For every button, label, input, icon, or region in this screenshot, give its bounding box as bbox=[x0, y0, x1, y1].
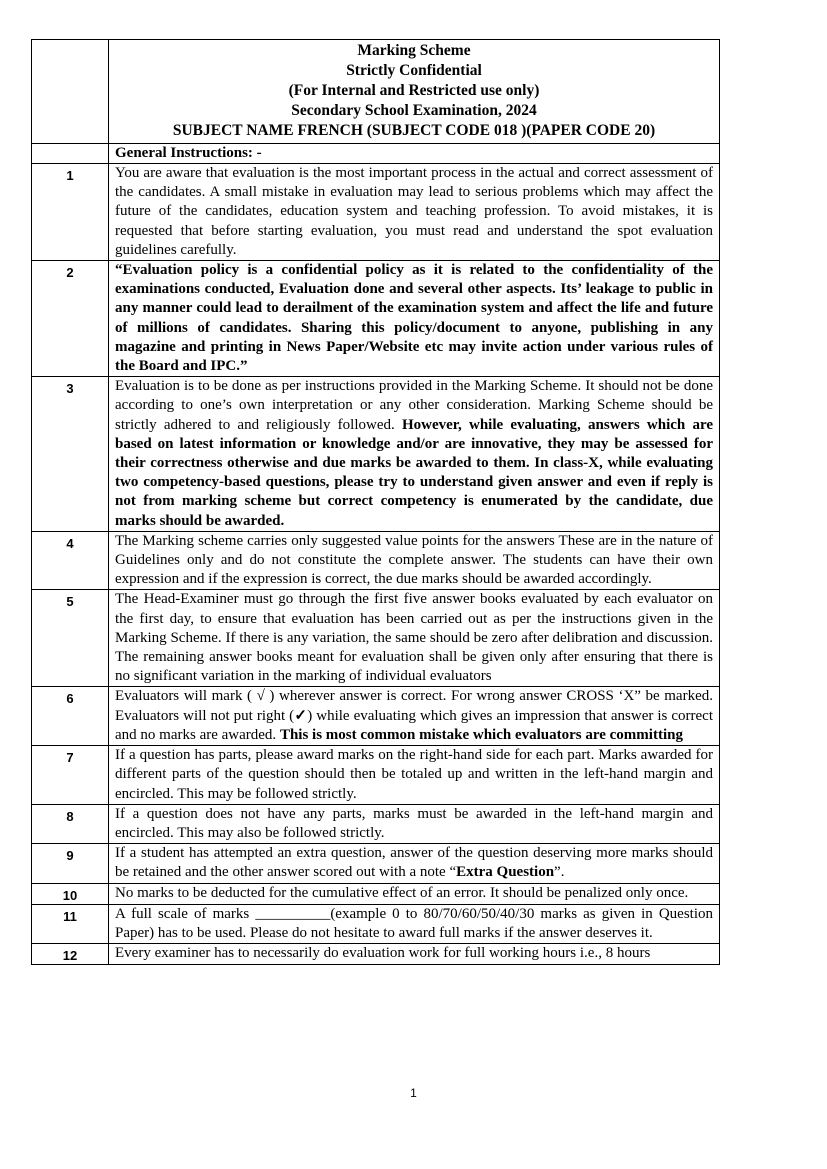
instruction-text bbox=[109, 590, 720, 687]
marking-scheme-table bbox=[31, 39, 720, 965]
marking-scheme-table-body bbox=[32, 40, 720, 965]
header-row bbox=[32, 40, 720, 144]
instruction-row bbox=[32, 943, 720, 964]
instruction-number: 2 bbox=[32, 261, 109, 377]
general-instructions-row bbox=[32, 144, 720, 164]
document-header bbox=[109, 40, 720, 144]
instruction-text bbox=[109, 746, 720, 805]
instruction-number: 7 bbox=[32, 746, 109, 805]
instruction-number: 4 bbox=[32, 531, 109, 590]
instruction-text-segment: If a question has parts, please award marks on the right-hand side for each part. Marks awarded for different parts of the question should then be totaled up and written in the left-hand margin and encircled. This may be followed strictly. bbox=[115, 747, 713, 802]
instruction-number: 12 bbox=[32, 943, 109, 964]
instruction-row bbox=[32, 844, 720, 883]
instruction-text-segment: The Marking scheme carries only suggested value points for the answers These are in the nature of Guidelines only and do not constitute the complete answer. The students can have their own expression and if the expression is correct, the due marks should be awarded accordingly. bbox=[115, 532, 713, 588]
instruction-text-segment: If a question does not have any parts, marks must be awarded in the left-hand margin and encircled. This may also be followed strictly. bbox=[115, 805, 713, 841]
instruction-row bbox=[32, 746, 720, 805]
instruction-row bbox=[32, 804, 720, 843]
instruction-number: 11 bbox=[32, 904, 109, 943]
instruction-text-segment: No marks to be deducted for the cumulative effect of an error. It should be penalized only once. bbox=[115, 884, 689, 901]
header-confidential: Strictly Confidential bbox=[346, 62, 482, 79]
instruction-number: 3 bbox=[32, 377, 109, 532]
instruction-text-segment: ) while evaluating which gives an impression that answer is correct and no marks are awarded. bbox=[115, 707, 713, 743]
instruction-row bbox=[32, 261, 720, 377]
instruction-text-segment: You are aware that evaluation is the most important process in the actual and correct assessment of the candidates. A small mistake in evaluation may lead to serious problems which may affect the future of the candidates, education system and teaching profession. To avoid mistakes, it is requested that before starting evaluation, you must read and understand the spot evaluation guidelines carefully. bbox=[115, 165, 713, 258]
instruction-text-bold: However, while evaluating, answers which are based on latest information or knowledge and/or are innovative, they may be assessed for their correctness otherwise and due marks be awarded to them. In class-X, while evaluating two competency-based questions, please try to understand given answer and even if reply is not from marking scheme but correct competency is enumerated by the candidate, due marks should be awarded. bbox=[115, 416, 713, 529]
instruction-text bbox=[109, 804, 720, 843]
instruction-row bbox=[32, 377, 720, 532]
instruction-number: 8 bbox=[32, 804, 109, 843]
instruction-text bbox=[109, 531, 720, 590]
instruction-text-bold: Extra Question bbox=[456, 864, 555, 881]
instruction-row bbox=[32, 531, 720, 590]
general-instructions-label: General Instructions: - bbox=[109, 144, 720, 164]
instruction-row bbox=[32, 883, 720, 904]
instruction-text-bold: ✓ bbox=[294, 707, 308, 724]
instruction-row bbox=[32, 904, 720, 943]
instruction-number: 10 bbox=[32, 883, 109, 904]
instruction-text-bold: “Evaluation policy is a confidential policy as it is related to the confidentiality of the examinations conducted, Evaluation done and several other aspects. Its’ leakage to public in any manner could lead to derailment of the examination system and affect the life and future of millions of candidates. Sharing this policy/document to anyone, publishing in any magazine and printing in News Paper/Website etc may invite action under various rules of the Board and IPC.” bbox=[115, 262, 713, 375]
instruction-number: 1 bbox=[32, 164, 109, 261]
instruction-text bbox=[109, 883, 720, 904]
header-restricted-use: (For Internal and Restricted use only) bbox=[288, 82, 540, 99]
header-title: Marking Scheme bbox=[357, 42, 471, 59]
instruction-row bbox=[32, 687, 720, 746]
instruction-text-segment: A full scale of marks __________(example 0 to 80/70/60/50/40/30 marks as given in Question Paper) has to be used. Please do not hesitate to award full marks if the answer deserves it. bbox=[115, 905, 713, 941]
instruction-text bbox=[109, 261, 720, 377]
instruction-number: 5 bbox=[32, 590, 109, 687]
header-number-cell bbox=[32, 40, 109, 144]
instruction-text bbox=[109, 687, 720, 746]
instruction-text-segment: Evaluators will mark ( √ ) wherever answer is correct. For wrong answer CROSS ‘X” be marked. Evaluators will not put right ( bbox=[115, 688, 713, 724]
general-instructions-number-cell bbox=[32, 144, 109, 164]
instruction-text bbox=[109, 904, 720, 943]
instruction-row bbox=[32, 590, 720, 687]
instruction-text-segment: Every examiner has to necessarily do evaluation work for full working hours i.e., 8 hours bbox=[115, 944, 651, 961]
instruction-text bbox=[109, 164, 720, 261]
instruction-number: 9 bbox=[32, 844, 109, 883]
instruction-text-segment: If a student has attempted an extra question, answer of the question deserving more marks should be retained and the other answer scored out with a note “ bbox=[115, 845, 713, 881]
instruction-text bbox=[109, 377, 720, 532]
instruction-text-segment: ”. bbox=[554, 864, 565, 881]
instruction-text-segment: Evaluation is to be done as per instructions provided in the Marking Scheme. It should not be done according to one’s own interpretation or any other consideration. Marking Scheme should be strictly adhered to and religiously followed. bbox=[115, 378, 713, 433]
header-exam-name: Secondary School Examination, 2024 bbox=[291, 102, 537, 119]
instruction-text bbox=[109, 943, 720, 964]
header-subject-line: SUBJECT NAME FRENCH (SUBJECT CODE 018 )(PAPER CODE 20) bbox=[172, 122, 656, 139]
instruction-number: 6 bbox=[32, 687, 109, 746]
instruction-text-bold: This is most common mistake which evaluators are committing bbox=[279, 726, 683, 743]
instruction-text-segment: The Head-Examiner must go through the first five answer books evaluated by each evaluator on the first day, to ensure that evaluation has been carried out as per the instructions given in the Marking Scheme. If there is any variation, the same should be zero after delibration and discussion. The remaining answer books meant for evaluation shall be given only after ensuring that there is no significant variation in the marking of individual evaluators bbox=[115, 591, 713, 685]
instruction-row bbox=[32, 164, 720, 261]
page-number: 1 bbox=[410, 1086, 417, 1100]
instruction-text bbox=[109, 844, 720, 883]
